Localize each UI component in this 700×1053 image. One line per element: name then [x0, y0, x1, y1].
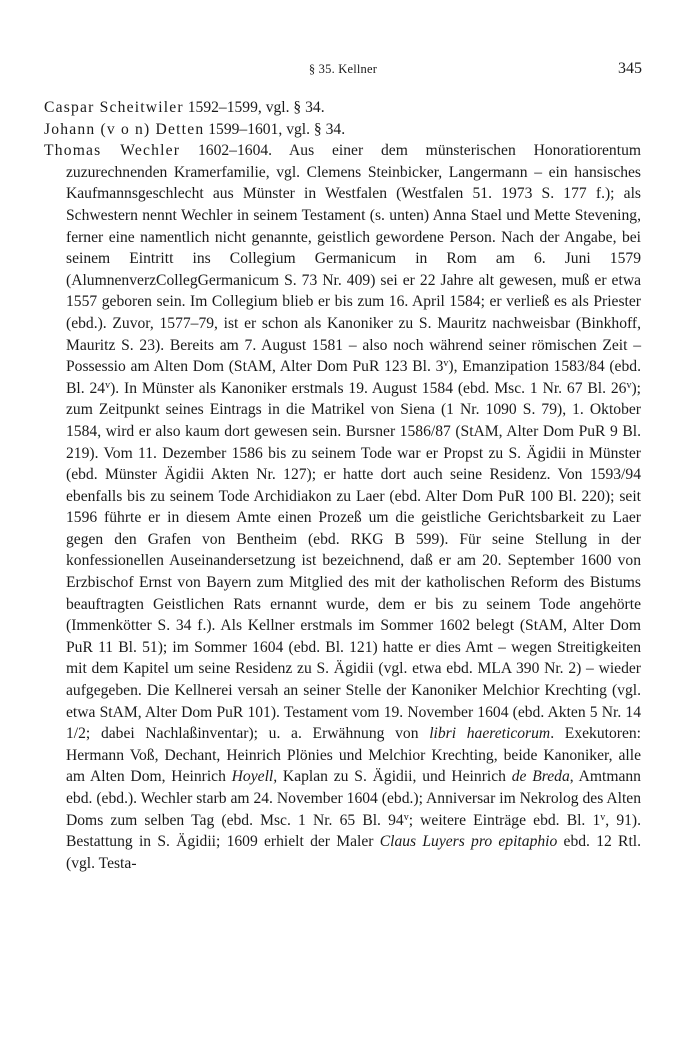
italic-text: Claus Luyers pro epitaphio — [379, 833, 558, 851]
entry-2 — [44, 119, 641, 141]
entry-text: ). In Münster als Kanoniker erstmals 19. August 1584 (ebd. Msc. 1 Nr. 67 Bl. 26 — [110, 379, 627, 397]
italic-text: libri haereticorum — [429, 725, 551, 743]
folio-verso-mark: v — [105, 379, 111, 391]
entry-name: Caspar Scheitwiler — [44, 99, 184, 116]
entry-text: ; weitere Einträge ebd. Bl. 1 — [408, 811, 601, 829]
italic-text: de Breda — [511, 768, 570, 786]
entry-text: Kaplan zu S. Ägidii, und Heinrich — [277, 768, 512, 786]
entry-text: 1599–1601, vgl. § 34. — [204, 120, 346, 138]
entry-text: . Exekutoren: Hermann Voß, Dechant, Heinrich Plönies und Melchior Krechting, beide Kanoniker, alle am Alten Dom, Heinrich — [66, 725, 641, 786]
entry-1 — [44, 97, 641, 119]
folio-verso-mark: v — [600, 811, 606, 823]
entry-name: Thomas Wechler — [44, 142, 181, 160]
italic-text: Hoyell, — [231, 768, 278, 786]
entry-text: 1602–1604. Aus einer dem münsterischen Honoratiorentum zuzurechnenden Kramerfamilie, vgl. Clemens Steinbicker, Langermann – ein hansisches Kaufmannsgeschlecht aus Münster in Westfalen (Westfalen 51. 1973 S. 177 f.); als Schwestern nennt Wechler in seinem Testament (s. unten) Anna Stael und Mette Stevening, ferner eine namentlich nicht genannte, geistlich gewordene Person. Nach der Angabe, bei seinem Eintritt ins Collegium Germanicum in Rom am 6. Juni 1579 (AlumnenverzCollegGermanicum S. 73 Nr. 409) sei er 22 Jahre alt gewesen, muß er etwa 1557 geboren sein. Im Collegium blieb er bis zum 16. April 1584; er verließ es als Priester (ebd.). Zuvor, 1577–79, ist er schon als Kanoniker zu S. Mauritz nachweisbar (Binkhoff, Mauritz S. 23). Bereits am 7. August 1581 – also noch während seiner römischen Zeit – Possessio am Alten Dom (StAM, Alter Dom PuR 123 Bl. 3 — [66, 142, 641, 376]
folio-verso-mark: v — [626, 379, 632, 391]
folio-verso-mark: v — [403, 811, 409, 823]
entry-3 — [44, 140, 641, 874]
running-head — [44, 62, 642, 84]
folio-verso-mark: v — [443, 358, 449, 370]
body-text — [44, 97, 641, 874]
entry-text: , 91). Bestattung in S. Ägidii; 1609 erhielt der Maler — [66, 811, 642, 851]
entry-text: 1592–1599, vgl. § 34. — [183, 99, 325, 116]
entry-text: ); zum Zeitpunkt seines Eintrags in die Matrikel von Siena (1 Nr. 1090 S. 79), 1. Oktober 1584, wird er also kaum dort gewesen sein. Bursner 1586/87 (StAM, Alter Dom PuR 9 Bl. 219). Vom 11. Dezember 1586 bis zu seinem Tode war er Propst zu S. Ägidii in Münster (ebd. Münster Ägidii Akten Nr. 127); er hatte dort auch seine Residenz. Von 1593/94 ebenfalls bis zu seinem Tode Archidiakon zu Laer (ebd. Alter Dom PuR 100 Bl. 220); seit 1596 führte er in diesem Amte einen Prozeß um die geistliche Gerichtsbarkeit zu Laer gegen den Grafen von Bentheim (ebd. RKG B 599). Für seine Stellung in der konfessionellen Auseinandersetzung ist bezeichnend, daß er am 20. September 1600 von Erzbischof Ernst von Bayern zum Mitglied des mit der katholischen Reform des Bistums beauftragten Geistlichen Rats ernannt wurde, dem er bis zu seinem Tode angehörte (Immenkötter S. 34 f.). Als Kellner erstmals im Sommer 1602 belegt (StAM, Alter Dom PuR 11 Bl. 51); im Sommer 1604 (ebd. Bl. 121) hatte er dies Amt – wegen Streitigkeiten mit dem Kapitel um seine Residenz zu S. Ägidii (vgl. etwa ebd. MLA 390 Nr. 2) – wieder aufgegeben. Die Kellnerei versah an seiner Stelle der Kanoniker Melchior Krechting (vgl. etwa StAM, Alter Dom PuR 101). Testament vom 19. November 1604 (ebd. Akten 5 Nr. 14 1/2; dabei Nachlaßinventar); u. a. Erwähnung von — [66, 379, 642, 743]
entry-text: , Amtmann ebd. (ebd.). Wechler starb am 24. November 1604 (ebd.); Anniversar im Nekrolog des Alten Doms zum selben Tag (ebd. Msc. 1 Nr. 65 Bl. 94 — [66, 768, 641, 829]
entry-text: ebd. 12 Rtl. (vgl. Testa- — [66, 833, 642, 872]
entry-name: Johann (v o n) Detten — [44, 120, 205, 138]
section-title: § 35. Kellner — [308, 62, 378, 76]
page-number: 345 — [618, 60, 642, 77]
entry-text: ), Emanzipation 1583/84 (ebd. Bl. 24 — [66, 358, 641, 397]
